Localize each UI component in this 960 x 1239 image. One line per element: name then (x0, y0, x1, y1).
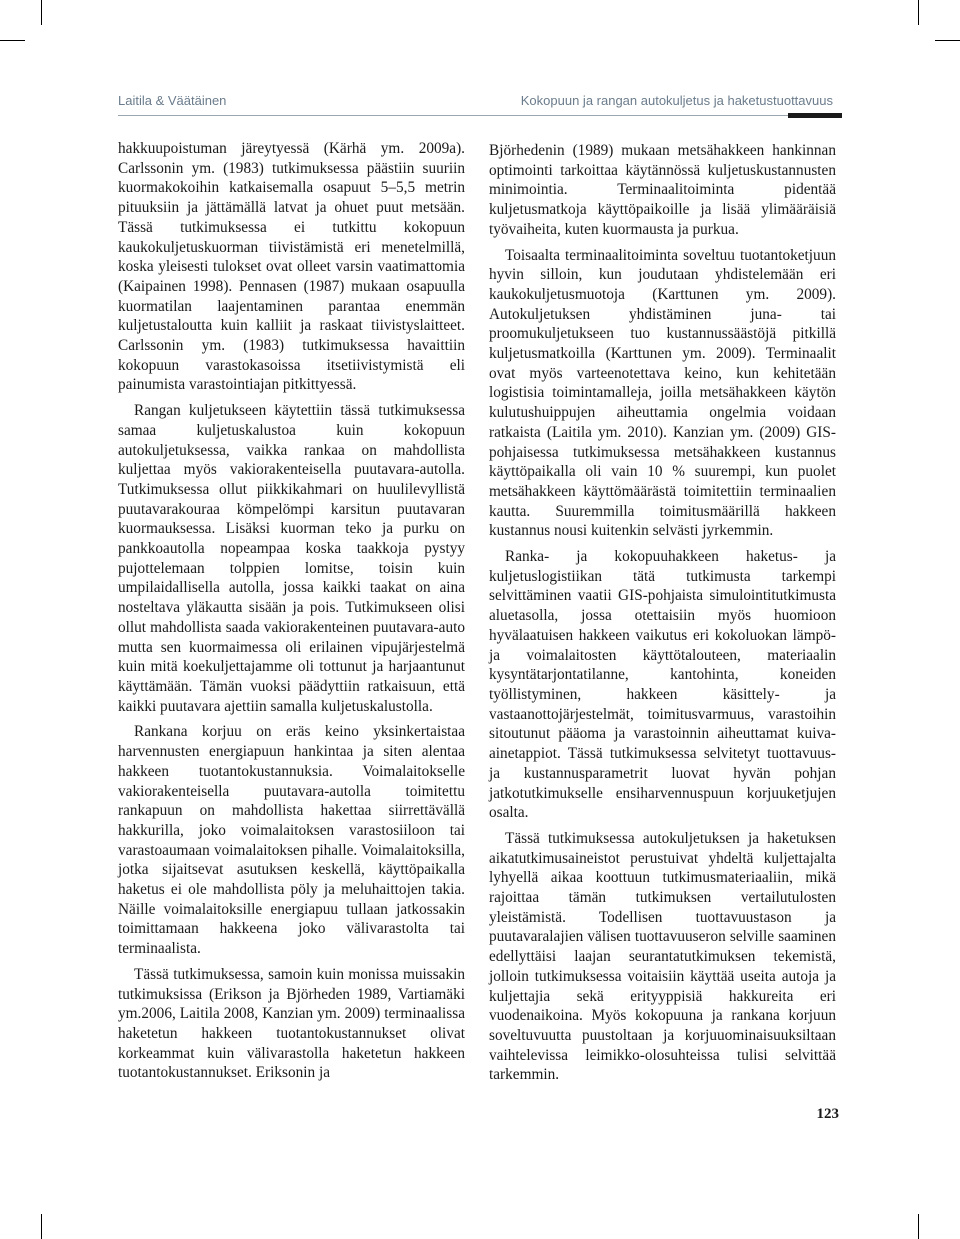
header-running-title: Kokopuun ja rangan autokuljetus ja haketustuottavuus (520, 93, 833, 108)
header-rule (118, 115, 842, 116)
paragraph: hakkuupoistuman järeytyessä (Kärhä ym. 2009a). Carlssonin ym. (1983) tutkimuksessa päästiin suuriin kuormakokoihin katkaisemalla osapuut 5–5,5 metrin pituuksiin ja jättämällä latvat ja ohuet puut metsään. Tässä tutkimuksessa ei tutkittu kokopuun kaukokuljetuskuorman tiivistämistä eri menetelmillä, koska yleisesti tulokset ovat olleet varsin vaatimattomia (Kaipainen 1998). Pennasen (1987) mukaan osapuulla kuormatilan laajentaminen parantaa enemmän kuljetustaloutta kuin kalliit ja raskaat tiivistyslaitteet. Carlssonin ym. (1983) tutkimuksessa havaittiin kokopuun varastokasoissa itsetiivistymistä eli painumista varastointiajan pitkittyessä. (118, 140, 465, 394)
crop-mark (0, 40, 25, 41)
crop-mark (918, 1214, 919, 1239)
crop-mark (935, 40, 960, 41)
header-authors: Laitila & Väätäinen (118, 93, 227, 108)
crop-mark (918, 0, 919, 25)
paragraph: Björhedenin (1989) mukaan metsähakkeen hankinnan optimointi tarkoittaa käytännössä kuljetuskustannusten minimointia. Terminaalitoiminta pidentää kuljetusmatkoja käyttöpaikoille ja lisää ylimääräisiä työvaiheita, kuten kuormausta ja purkua. (489, 142, 836, 238)
header-rule-accent (788, 113, 842, 118)
left-column (118, 139, 465, 1083)
paragraph: Tässä tutkimuksessa, samoin kuin monissa muissakin tutkimuksissa (Erikson ja Björheden 1989, Vartiamäki ym.2006, Laitila 2008, Kanzian ym. 2009) terminaalissa haketetun hakkeen tuotantokustannukset olivat korkeammat kuin välivarastolla haketetun hakkeen tuotantokustannukset. Eriksonin ja (118, 965, 465, 1082)
paragraph: Rangan kuljetukseen käytettiin tässä tutkimuksessa samaa kuljetuskalustoa kuin kokopuun autokuljetuksessa, vaikka rankaa on mahdollista kuljettaa myös vakiorakenteisella puutavara-autolla. Tutkimuksessa ollut piikkikahmari on huulilevyllistä puutavarakouraa kömpelömpi karsitun puutavaran kuormauksessa. Lisäksi kuorman teko ja purku on pankkoautolla nopeampaa koska taakkoja pystyy pujottelemaan tolppien lomitse, toisin kuin umpilaidallisella autolla, jossa kaikki taakat on aina nosteltava yläkautta sisään ja pois. Tutkimukseen olisi ollut mahdollista saada vakiorakenteinen puutavara-auto mutta sen kuormaimessa oli erilainen vipujärjestelmä kuin mitä koekuljettajamme oli tottunut ja harjaantunut käyttämään. Tämän vuoksi päädyttiin ratkaisuun, että kaikki puutavara ajettiin samalla kuljetuskalustolla. (118, 402, 465, 715)
right-column (489, 141, 836, 1085)
crop-mark (41, 1214, 42, 1239)
paragraph: Toisaalta terminaalitoiminta soveltuu tuotantoketjuun hyvin silloin, kun joudutaan yhdistelemään eri kaukokuljetusmuotoja (Karttunen ym. 2009). Autokuljetuksen yhdistäminen juna- tai proomukuljetukseen tuo kustannussäästöjä pitkillä kuljetusmatkoilla (Karttunen ym. 2009). Terminaalit ovat myös varteenotettava keino, kun kehitetään logistisia toimintamalleja, joilla metsähakkeen käytön kulutushuippujen aiheuttamia ongelmia voidaan ratkaista (Laitila ym. 2010). Kanzian ym. (2009) GIS-pohjaisessa tutkimuksessa metsähakkeen kustannus käyttöpaikalla oli vain 10 % suurempi, kun puolet metsähakkeen käyttömäärästä toimitettiin terminaalien kautta. Suuremmilla toimitusmäärillä hakkeen kustannus nousi kuitenkin selvästi jyrkemmin. (489, 246, 836, 540)
paragraph: Rankana korjuu on eräs keino yksinkertaistaa harvennusten energiapuun hankintaa ja siten alentaa hakkeen tuotantokustannuksia. Voimalaitokselle vakiorakenteisella puutavara-autolla toimitettu rankapuun on mahdollista hakettaa siirrettävällä hakkurilla, joko voimalaitoksen varastosiiloon tai varastoaumaan voimalaitoksen pihalle. Voimalaitoksilla, jotka sijaitsevat asutuksen keskellä, käyttöpaikalla haketus ei ole mahdollista pöly ja meluhaittojen takia. Näille voimalaitoksille energiapuu tullaan jatkossakin toimittamaan hakkeena joko välivarastolta tai terminaalista. (118, 723, 465, 958)
page-number: 123 (816, 1106, 839, 1122)
crop-mark (41, 0, 42, 25)
paragraph: Tässä tutkimuksessa autokuljetuksen ja haketuksen aikatutkimusaineistot perustuivat yhdeltä kuljettajalta lyhyellä aikaa koottuun tutkimusmateriaaliin, mikä rajoittaa tämän tutkimuksen vertailutulosten yleistämistä. Todellisen tuottavuustason ja puutavaralajien välisen tuottavuuseron selville saaminen edellyttäisi laajan seurantatutkimuksen tekemistä, jolloin tutkimuksessa voitaisiin käyttää useita autoja ja kuljettajia sekä erityyppisiä hakkureita eri vuodenaikoina. Myös kokopuuna ja rankana korjuun soveltuvuutta puustoltaan ja korjuuominaisuuksiltaan vaihtelevissa leimikko-olosuhteissa tulisi selvittää tarkemmin. (489, 829, 836, 1084)
paragraph: Ranka- ja kokopuuhakkeen haketus- ja kuljetuslogistiikan tätä tutkimusta tarkempi selvittäminen vaatii GIS-pohjaista simulointitutkimusta aluetasolla, jossa otettaisiin myös huomioon hyvälaatuisen hakkeen vaikutus eri kokoluokan lämpö- ja voimalaitosten käyttötalouteen, materiaalin kysyntätarjontatilanne, kantohinta, koneiden työllistyminen, hakkeen käsittely- ja vastaanottojärjestelmät, toimitusvarmuus, varastoihin sitoutunut pääoma ja varastoinnin aiheuttamat kuiva-ainetappiot. Tässä tutkimuksessa selvitetyt tuottavuus- ja kustannusparametrit luovat hyvän pohjan jatkotutkimukselle ensiharvennuspuun korjuuketjujen osalta. (489, 548, 836, 822)
